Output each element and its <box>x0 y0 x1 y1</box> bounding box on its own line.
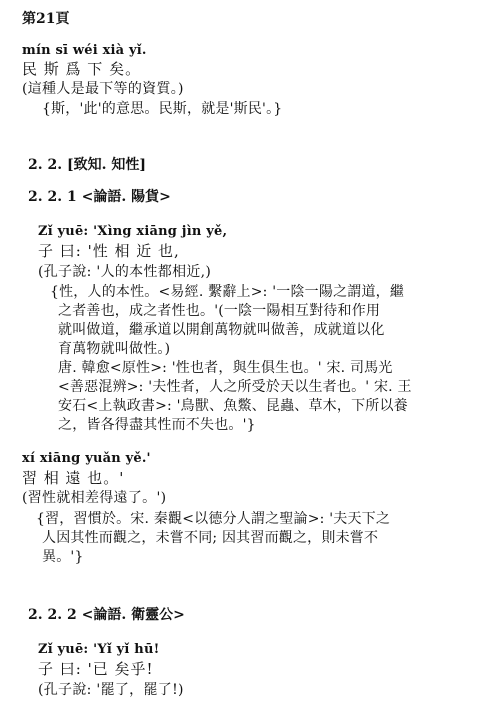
commentary-line: 人因其性而觀之，未嘗不同; 因其習而觀之，則未嘗不 <box>42 530 379 546</box>
commentary-line: 唐. 韓愈<原性>: '性也者，與生俱生也。' 宋. 司馬光 <box>58 360 393 376</box>
commentary-line: 安石<上執政書>: '鳥獸、魚鱉、昆蟲、草木，下所以養 <box>58 398 408 414</box>
chinese-text-line: 民 斯 爲 下 矣。 <box>22 60 142 78</box>
pinyin-line: Zǐ yuē: 'Xìng xiāng jìn yě, <box>38 224 228 239</box>
translation-line: (孔子說: '人的本性都相近,) <box>38 264 212 280</box>
commentary-line: 就叫做道，繼承道以開創萬物就叫做善，成就道以化 <box>58 322 385 338</box>
pinyin-line: mín sī wéi xià yǐ. <box>22 43 147 58</box>
commentary-line: 異。'} <box>42 549 84 565</box>
commentary-line: {習，習慣於。宋. 秦觀<以德分人謂之聖論>: '夫天下之 <box>36 511 391 527</box>
chinese-text-line: 子 曰: '已 矣乎! <box>38 660 154 678</box>
commentary-line: 育萬物就叫做性。) <box>58 341 171 357</box>
chinese-text-line: 習 相 遠 也。' <box>22 469 125 487</box>
commentary-line: <善惡混辨>: '夫性者，人之所受於天以生者也。' 宋. 王 <box>58 379 412 395</box>
commentary-line: {性，人的本性。<易經. 繫辭上>: '一陰一陽之謂道，繼 <box>50 284 405 300</box>
translation-line: (習性就相差得遠了。') <box>22 490 167 506</box>
commentary-line: 之，皆各得盡其性而不失也。'} <box>58 417 256 433</box>
pinyin-line: Zǐ yuē: 'Yǐ yǐ hū! <box>38 642 160 657</box>
section-heading: 2. 2. [致知. 知性] <box>28 157 146 173</box>
pinyin-line: xí xiāng yuǎn yě.' <box>22 451 151 466</box>
chinese-text-line: 子 曰: '性 相 近 也, <box>38 242 180 260</box>
translation-line: (孔子說: '罷了，罷了!) <box>38 682 184 698</box>
subsection-heading: 2. 2. 1 <論語. 陽貨> <box>28 189 171 205</box>
page-number: 第21頁 <box>22 11 70 27</box>
subsection-heading: 2. 2. 2 <論語. 衛靈公> <box>28 607 185 623</box>
translation-line: (這種人是最下等的資質。) <box>22 81 184 97</box>
commentary-line: {斯，'此'的意思。民斯，就是'斯民'。} <box>42 101 283 117</box>
commentary-line: 之者善也，成之者性也。'(一陰一陽相互對待和作用 <box>58 303 381 319</box>
